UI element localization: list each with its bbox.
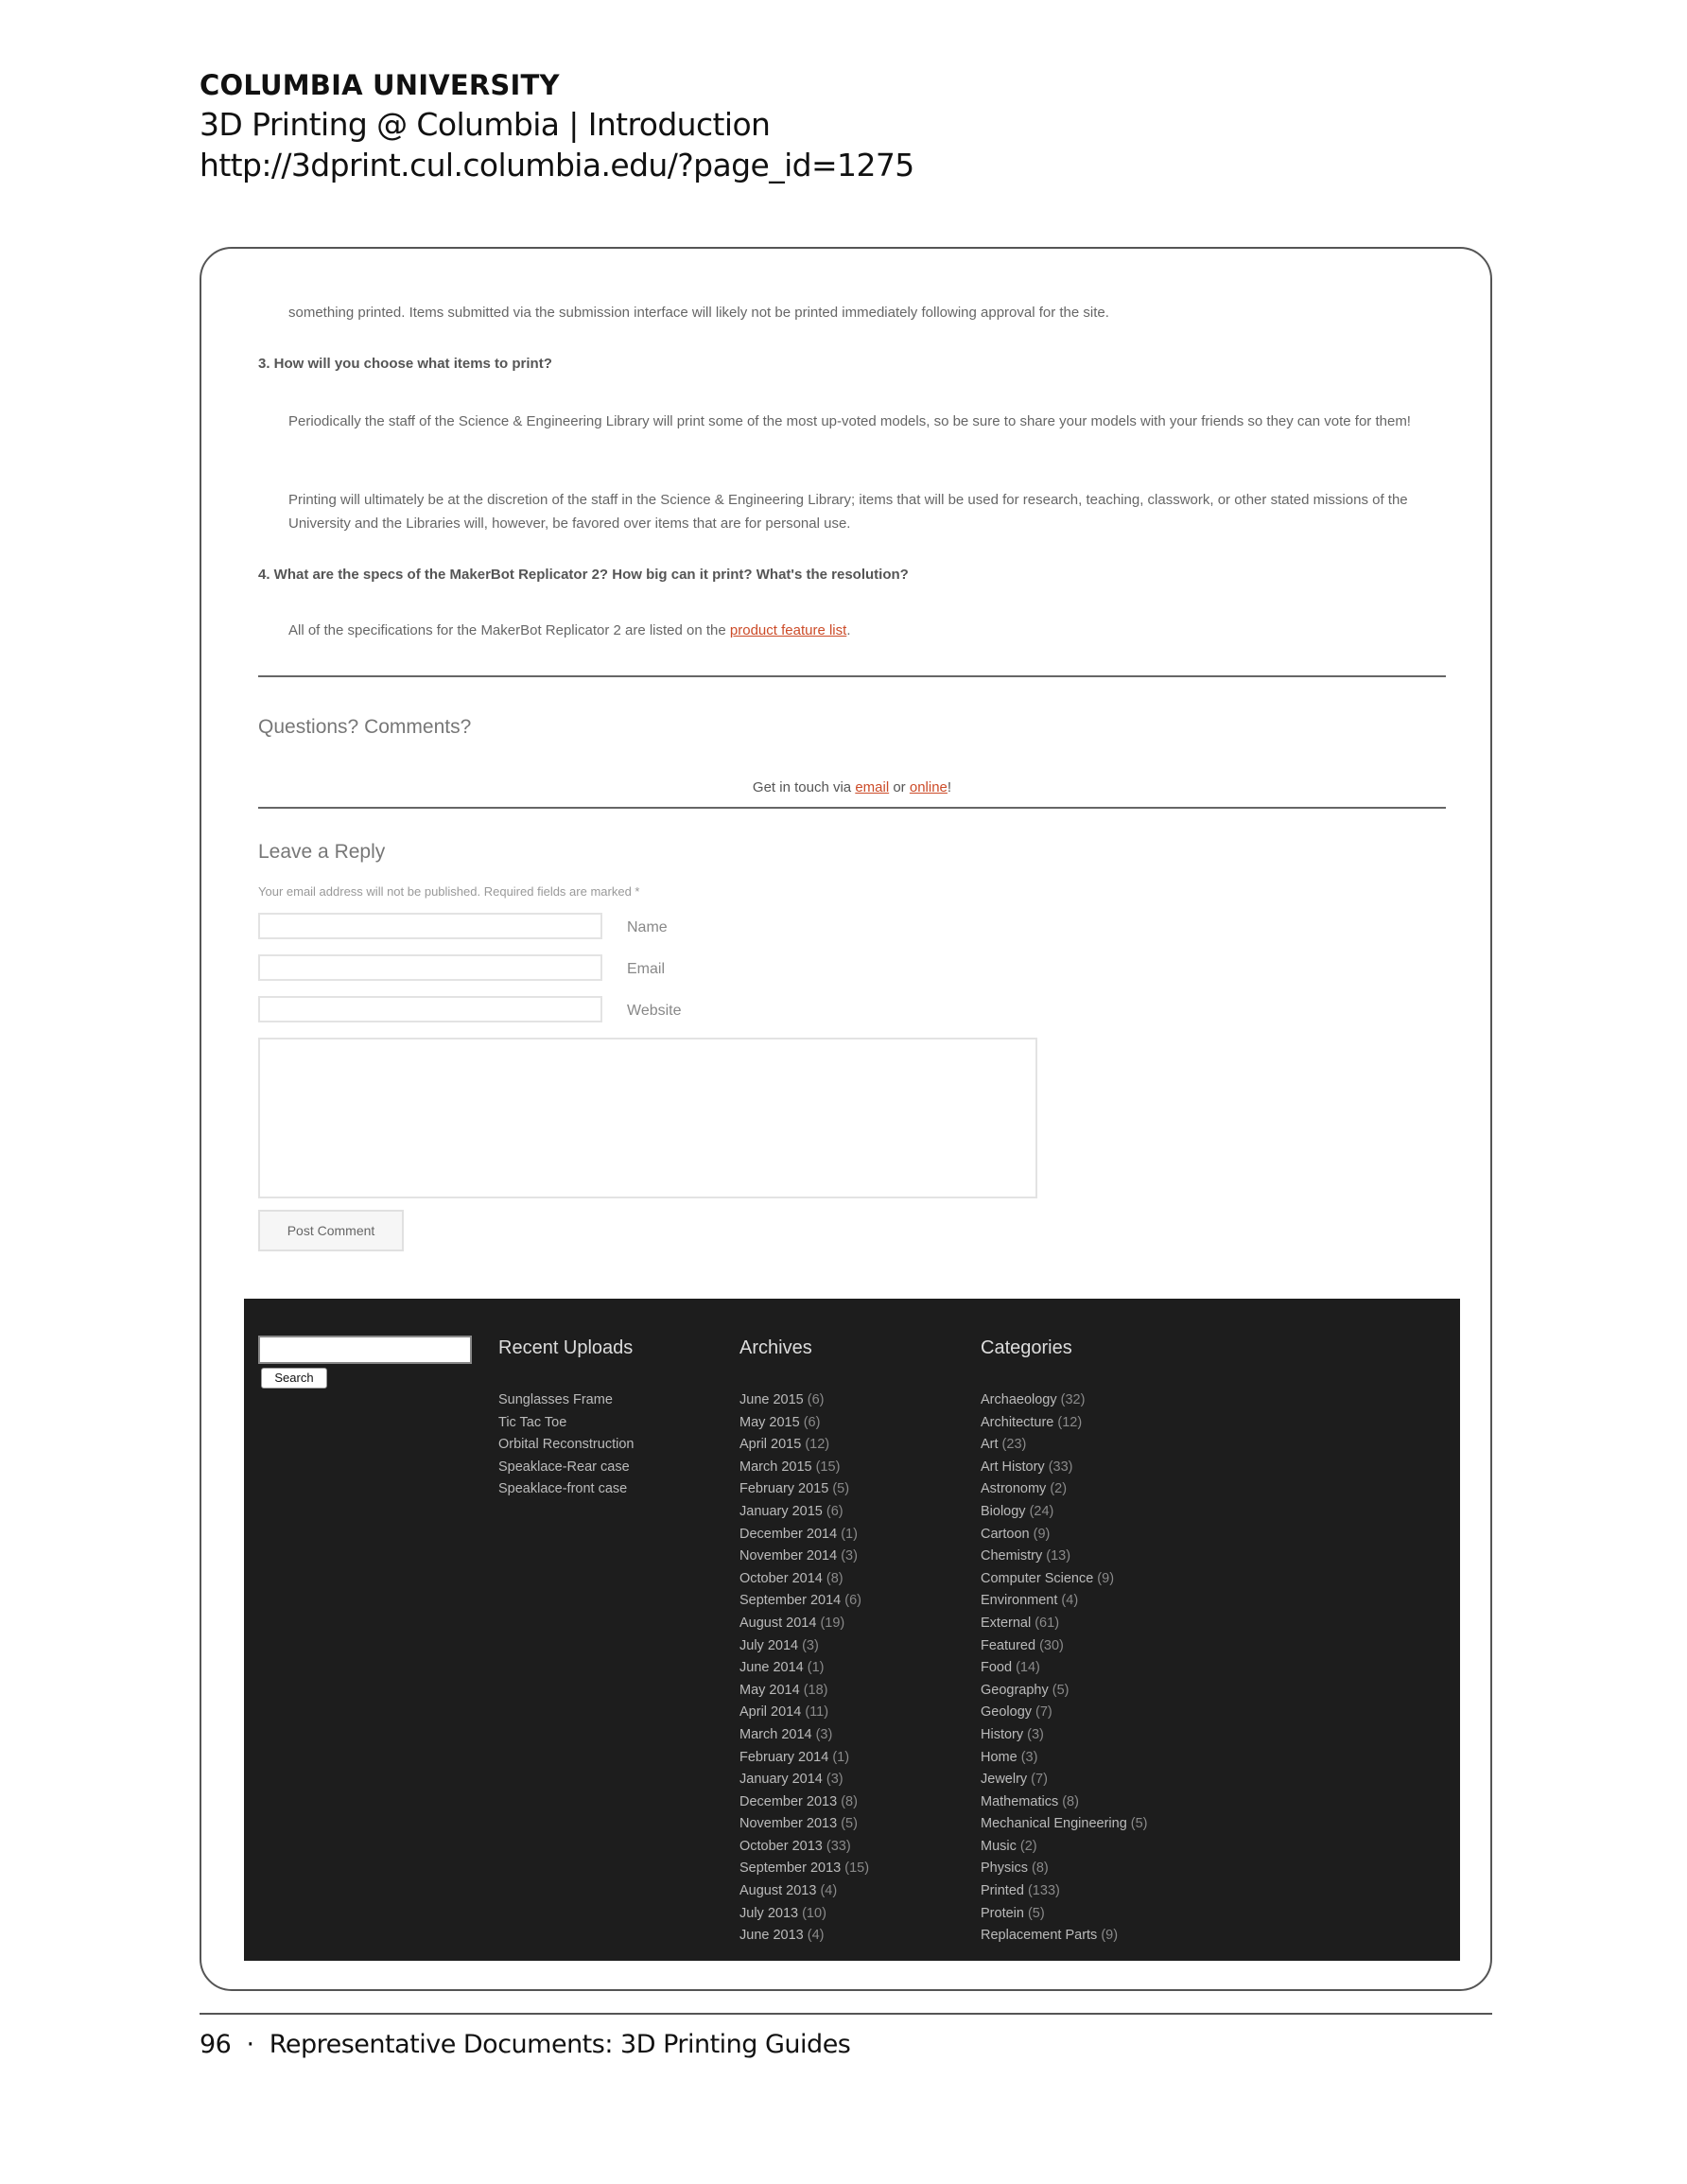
divider [258, 675, 1446, 677]
separator: · [246, 2030, 254, 2059]
category-link[interactable] [981, 1568, 1148, 1591]
archive-link-label: April 2014 [739, 1704, 802, 1721]
institution-name: COLUMBIA UNIVERSITY [200, 69, 560, 101]
category-link-count: (5) [1126, 1816, 1148, 1832]
category-link-label: Replacement Parts [981, 1928, 1098, 1944]
category-link[interactable] [981, 1434, 1148, 1457]
archive-link-label: May 2015 [739, 1414, 800, 1430]
comment-textarea[interactable] [258, 1038, 1037, 1198]
archive-link-count: (6) [803, 1392, 825, 1407]
category-link-label: Biology [981, 1503, 1026, 1519]
archive-link-count: (6) [799, 1414, 821, 1430]
archive-link-count: (3) [811, 1726, 833, 1742]
category-link-label: Protein [981, 1905, 1024, 1921]
recent-uploads-widget [498, 1335, 634, 1501]
archive-link-label: March 2014 [739, 1726, 812, 1742]
category-link[interactable] [981, 1880, 1148, 1903]
email-input[interactable] [258, 954, 602, 981]
category-link-count: (8) [1027, 1861, 1049, 1877]
category-link-label: Printed [981, 1883, 1024, 1899]
category-link[interactable] [981, 1389, 1148, 1412]
category-link-label: History [981, 1726, 1024, 1742]
archive-link-count: (10) [798, 1905, 826, 1921]
archive-link[interactable] [739, 1635, 869, 1658]
category-link[interactable] [981, 1925, 1148, 1948]
archive-link-count: (15) [841, 1861, 870, 1877]
archive-link[interactable] [739, 1434, 869, 1457]
category-link[interactable] [981, 1546, 1148, 1568]
category-link-count: (24) [1025, 1503, 1054, 1519]
category-link-label: Music [981, 1838, 1017, 1854]
archive-link[interactable] [739, 1747, 869, 1770]
archive-link-count: (8) [837, 1793, 858, 1809]
archive-link[interactable] [739, 1836, 869, 1859]
category-link-label: Art [981, 1437, 999, 1453]
category-link[interactable] [981, 1657, 1148, 1680]
archive-link-label: August 2013 [739, 1883, 817, 1899]
archives-heading: Archives [739, 1337, 812, 1358]
archive-link-label: June 2013 [739, 1928, 804, 1944]
contact-end: ! [947, 779, 952, 795]
archive-link-count: (33) [822, 1838, 851, 1854]
categories-list [981, 1389, 1148, 1948]
category-link-label: Art History [981, 1459, 1045, 1475]
leave-reply-heading: Leave a Reply [258, 841, 386, 863]
archive-link[interactable] [739, 1457, 869, 1479]
site-footer [244, 1299, 1460, 1961]
category-link-count: (23) [998, 1437, 1027, 1453]
archive-link-count: (3) [798, 1637, 819, 1653]
category-link[interactable] [981, 1724, 1148, 1747]
archive-link[interactable] [739, 1724, 869, 1747]
archive-link-label: October 2014 [739, 1570, 823, 1586]
category-link-label: Jewelry [981, 1772, 1028, 1788]
archive-link-label: March 2015 [739, 1459, 812, 1475]
category-link-count: (133) [1023, 1883, 1060, 1899]
archive-link[interactable] [739, 1813, 869, 1836]
archive-link-count: (3) [837, 1548, 858, 1564]
archive-link[interactable] [739, 1791, 869, 1814]
archive-link-label: December 2013 [739, 1793, 838, 1809]
category-link[interactable] [981, 1680, 1148, 1703]
archive-link[interactable] [739, 1546, 869, 1568]
contact-text: Get in touch via [752, 779, 856, 795]
faq-answer-4-end: . [846, 622, 851, 638]
archive-link[interactable] [739, 1925, 869, 1948]
archive-link[interactable] [739, 1680, 869, 1703]
archive-link-count: (6) [822, 1503, 844, 1519]
category-link-label: Geography [981, 1682, 1049, 1698]
category-link[interactable] [981, 1836, 1148, 1859]
archive-link[interactable] [739, 1903, 869, 1926]
archive-link-count: (15) [811, 1459, 841, 1475]
required-fields-note: Your email address will not be published. Required fields are marked * [258, 884, 640, 899]
faq-intro-text: something printed. Items submitted via the submission interface will likely not be printed immediately following approval for the site. [288, 305, 1109, 321]
search-button[interactable]: Search [261, 1368, 327, 1389]
archive-link-label: December 2014 [739, 1526, 838, 1542]
archive-link-label: February 2014 [739, 1749, 829, 1765]
archive-link[interactable] [739, 1590, 869, 1613]
category-link[interactable] [981, 1858, 1148, 1880]
archive-link-count: (1) [837, 1526, 858, 1542]
questions-heading: Questions? Comments? [258, 716, 472, 738]
post-comment-button[interactable]: Post Comment [258, 1210, 404, 1251]
archive-link-count: (8) [822, 1570, 844, 1586]
archive-link-label: November 2013 [739, 1816, 838, 1832]
page-footer [200, 2030, 850, 2059]
archive-link-label: January 2015 [739, 1503, 823, 1519]
archive-link-label: February 2015 [739, 1481, 829, 1497]
category-link-label: Archaeology [981, 1392, 1057, 1407]
category-link-count: (13) [1042, 1548, 1071, 1564]
categories-widget [981, 1335, 1148, 1948]
category-link-count: (9) [1097, 1928, 1119, 1944]
page-number: 96 [200, 2030, 232, 2059]
category-link-label: External [981, 1615, 1032, 1631]
category-link-label: Cartoon [981, 1526, 1030, 1542]
contact-or: or [889, 779, 910, 795]
contact-line [258, 779, 1446, 795]
category-link-label: Mathematics [981, 1793, 1059, 1809]
archive-link-label: January 2014 [739, 1772, 823, 1788]
screenshot-frame [200, 247, 1492, 1991]
email-link[interactable]: email [855, 779, 890, 795]
online-link[interactable]: online [909, 779, 948, 795]
archive-link-count: (18) [799, 1682, 828, 1698]
archive-link-count: (5) [837, 1816, 858, 1832]
category-link-count: (32) [1056, 1392, 1086, 1407]
recent-upload-link[interactable]: Sunglasses Frame [498, 1392, 613, 1407]
category-link[interactable] [981, 1524, 1148, 1546]
category-link-label: Environment [981, 1593, 1058, 1609]
name-label: Name [627, 919, 668, 935]
category-link-count: (61) [1031, 1615, 1060, 1631]
category-link[interactable] [981, 1747, 1148, 1770]
archive-link[interactable] [739, 1613, 869, 1635]
category-link-count: (3) [1023, 1726, 1044, 1742]
archives-widget [739, 1335, 869, 1948]
category-link[interactable] [981, 1412, 1148, 1435]
category-link-count: (9) [1029, 1526, 1051, 1542]
archive-link[interactable] [739, 1478, 869, 1501]
archive-link-label: November 2014 [739, 1548, 838, 1564]
category-link-label: Home [981, 1749, 1017, 1765]
product-feature-list-link[interactable]: product feature list [729, 622, 847, 638]
archive-link[interactable] [739, 1524, 869, 1546]
archive-link-count: (1) [828, 1749, 850, 1765]
category-link[interactable] [981, 1478, 1148, 1501]
name-input[interactable] [258, 913, 602, 939]
category-link-count: (3) [1017, 1749, 1038, 1765]
category-link[interactable] [981, 1590, 1148, 1613]
archive-link-count: (11) [801, 1704, 829, 1721]
archive-link[interactable] [739, 1769, 869, 1791]
archive-link-count: (4) [816, 1883, 838, 1899]
category-link-count: (12) [1053, 1414, 1083, 1430]
category-link-count: (33) [1044, 1459, 1073, 1475]
category-link-label: Architecture [981, 1414, 1054, 1430]
category-link-label: Astronomy [981, 1481, 1047, 1497]
archive-link[interactable] [739, 1501, 869, 1524]
recent-upload-link[interactable]: Speaklace-front case [498, 1481, 628, 1497]
category-link[interactable] [981, 1613, 1148, 1635]
archive-link[interactable] [739, 1389, 869, 1412]
recent-uploads-heading: Recent Uploads [498, 1337, 634, 1358]
category-link[interactable] [981, 1457, 1148, 1479]
archive-link-label: September 2014 [739, 1593, 842, 1609]
category-link-label: Featured [981, 1637, 1036, 1653]
archives-list [739, 1389, 869, 1948]
archive-link-label: August 2014 [739, 1615, 817, 1631]
category-link-count: (8) [1058, 1793, 1079, 1809]
document-header [200, 66, 914, 185]
category-link-count: (9) [1093, 1570, 1115, 1586]
category-link-count: (7) [1032, 1704, 1052, 1721]
category-link[interactable] [981, 1791, 1148, 1814]
archive-link-count: (3) [822, 1772, 844, 1788]
category-link-count: (2) [1016, 1838, 1037, 1854]
archive-link[interactable] [739, 1657, 869, 1680]
category-link-count: (7) [1027, 1772, 1048, 1788]
archive-link[interactable] [739, 1880, 869, 1903]
category-link-label: Food [981, 1660, 1013, 1676]
faq-answer-4-text: All of the specifications for the MakerBot Replicator 2 are listed on the [288, 622, 730, 638]
category-link-count: (5) [1048, 1682, 1070, 1698]
archive-link-label: April 2015 [739, 1437, 802, 1453]
archive-link[interactable] [739, 1858, 869, 1880]
archive-link-count: (12) [801, 1437, 830, 1453]
faq-answer-3a: Periodically the staff of the Science & Engineering Library will print some of the most up-voted models, so be sure to share your models with your friends so they can vote for them! [288, 413, 1411, 429]
category-link[interactable] [981, 1903, 1148, 1926]
email-label: Email [627, 961, 666, 977]
faq-answer-4 [288, 619, 1452, 642]
recent-uploads-list [498, 1389, 634, 1501]
footer-label: Representative Documents: 3D Printing Guides [269, 2030, 851, 2059]
category-link[interactable] [981, 1813, 1148, 1836]
faq-answer-3b: Printing will ultimately be at the discretion of the staff in the Science & Engineering Library; items that will be used for research, teaching, classwork, or other stated missions of the University and the Libraries will, however, be favored over items that are for personal use. [288, 492, 1408, 532]
recent-upload-link[interactable]: Tic Tac Toe [498, 1414, 567, 1430]
category-link[interactable] [981, 1635, 1148, 1658]
archive-link[interactable] [739, 1568, 869, 1591]
website-label: Website [627, 1003, 682, 1019]
divider [258, 807, 1446, 809]
category-link[interactable] [981, 1769, 1148, 1791]
category-link-count: (30) [1035, 1637, 1064, 1653]
archive-link-label: October 2013 [739, 1838, 823, 1854]
archive-link-label: May 2014 [739, 1682, 800, 1698]
category-link-count: (2) [1046, 1481, 1068, 1497]
category-link-count: (4) [1057, 1593, 1079, 1609]
archive-link-count: (19) [816, 1615, 845, 1631]
category-link[interactable] [981, 1501, 1148, 1524]
page-title: 3D Printing @ Columbia | Introduction [200, 106, 771, 143]
archive-link[interactable] [739, 1702, 869, 1724]
website-input[interactable] [258, 996, 602, 1022]
archive-link-count: (6) [841, 1593, 861, 1609]
faq-question-4: 4. What are the specs of the MakerBot Replicator 2? How big can it print? What's the resolution? [258, 567, 909, 583]
archive-link-label: July 2013 [739, 1905, 799, 1921]
page-url: http://3dprint.cul.columbia.edu/?page_id=1275 [200, 147, 914, 183]
archive-link-count: (4) [803, 1928, 825, 1944]
category-link-count: (14) [1012, 1660, 1040, 1676]
archive-link-count: (5) [828, 1481, 850, 1497]
archive-link[interactable] [739, 1412, 869, 1435]
recent-upload-link[interactable]: Orbital Reconstruction [498, 1437, 635, 1453]
archive-link-count: (1) [803, 1660, 825, 1676]
recent-upload-link[interactable]: Speaklace-Rear case [498, 1459, 630, 1475]
category-link[interactable] [981, 1702, 1148, 1724]
footer-rule [200, 2013, 1492, 2015]
faq-question-3: 3. How will you choose what items to print? [258, 356, 552, 372]
category-link-label: Physics [981, 1861, 1028, 1877]
search-input[interactable] [258, 1336, 472, 1364]
archive-link-label: June 2015 [739, 1392, 804, 1407]
archive-link-label: June 2014 [739, 1660, 804, 1676]
category-link-count: (5) [1023, 1905, 1045, 1921]
archive-link-label: July 2014 [739, 1637, 799, 1653]
category-link-label: Computer Science [981, 1570, 1094, 1586]
categories-heading: Categories [981, 1337, 1072, 1358]
category-link-label: Mechanical Engineering [981, 1816, 1127, 1832]
category-link-label: Geology [981, 1704, 1033, 1721]
archive-link-label: September 2013 [739, 1861, 842, 1877]
category-link-label: Chemistry [981, 1548, 1043, 1564]
